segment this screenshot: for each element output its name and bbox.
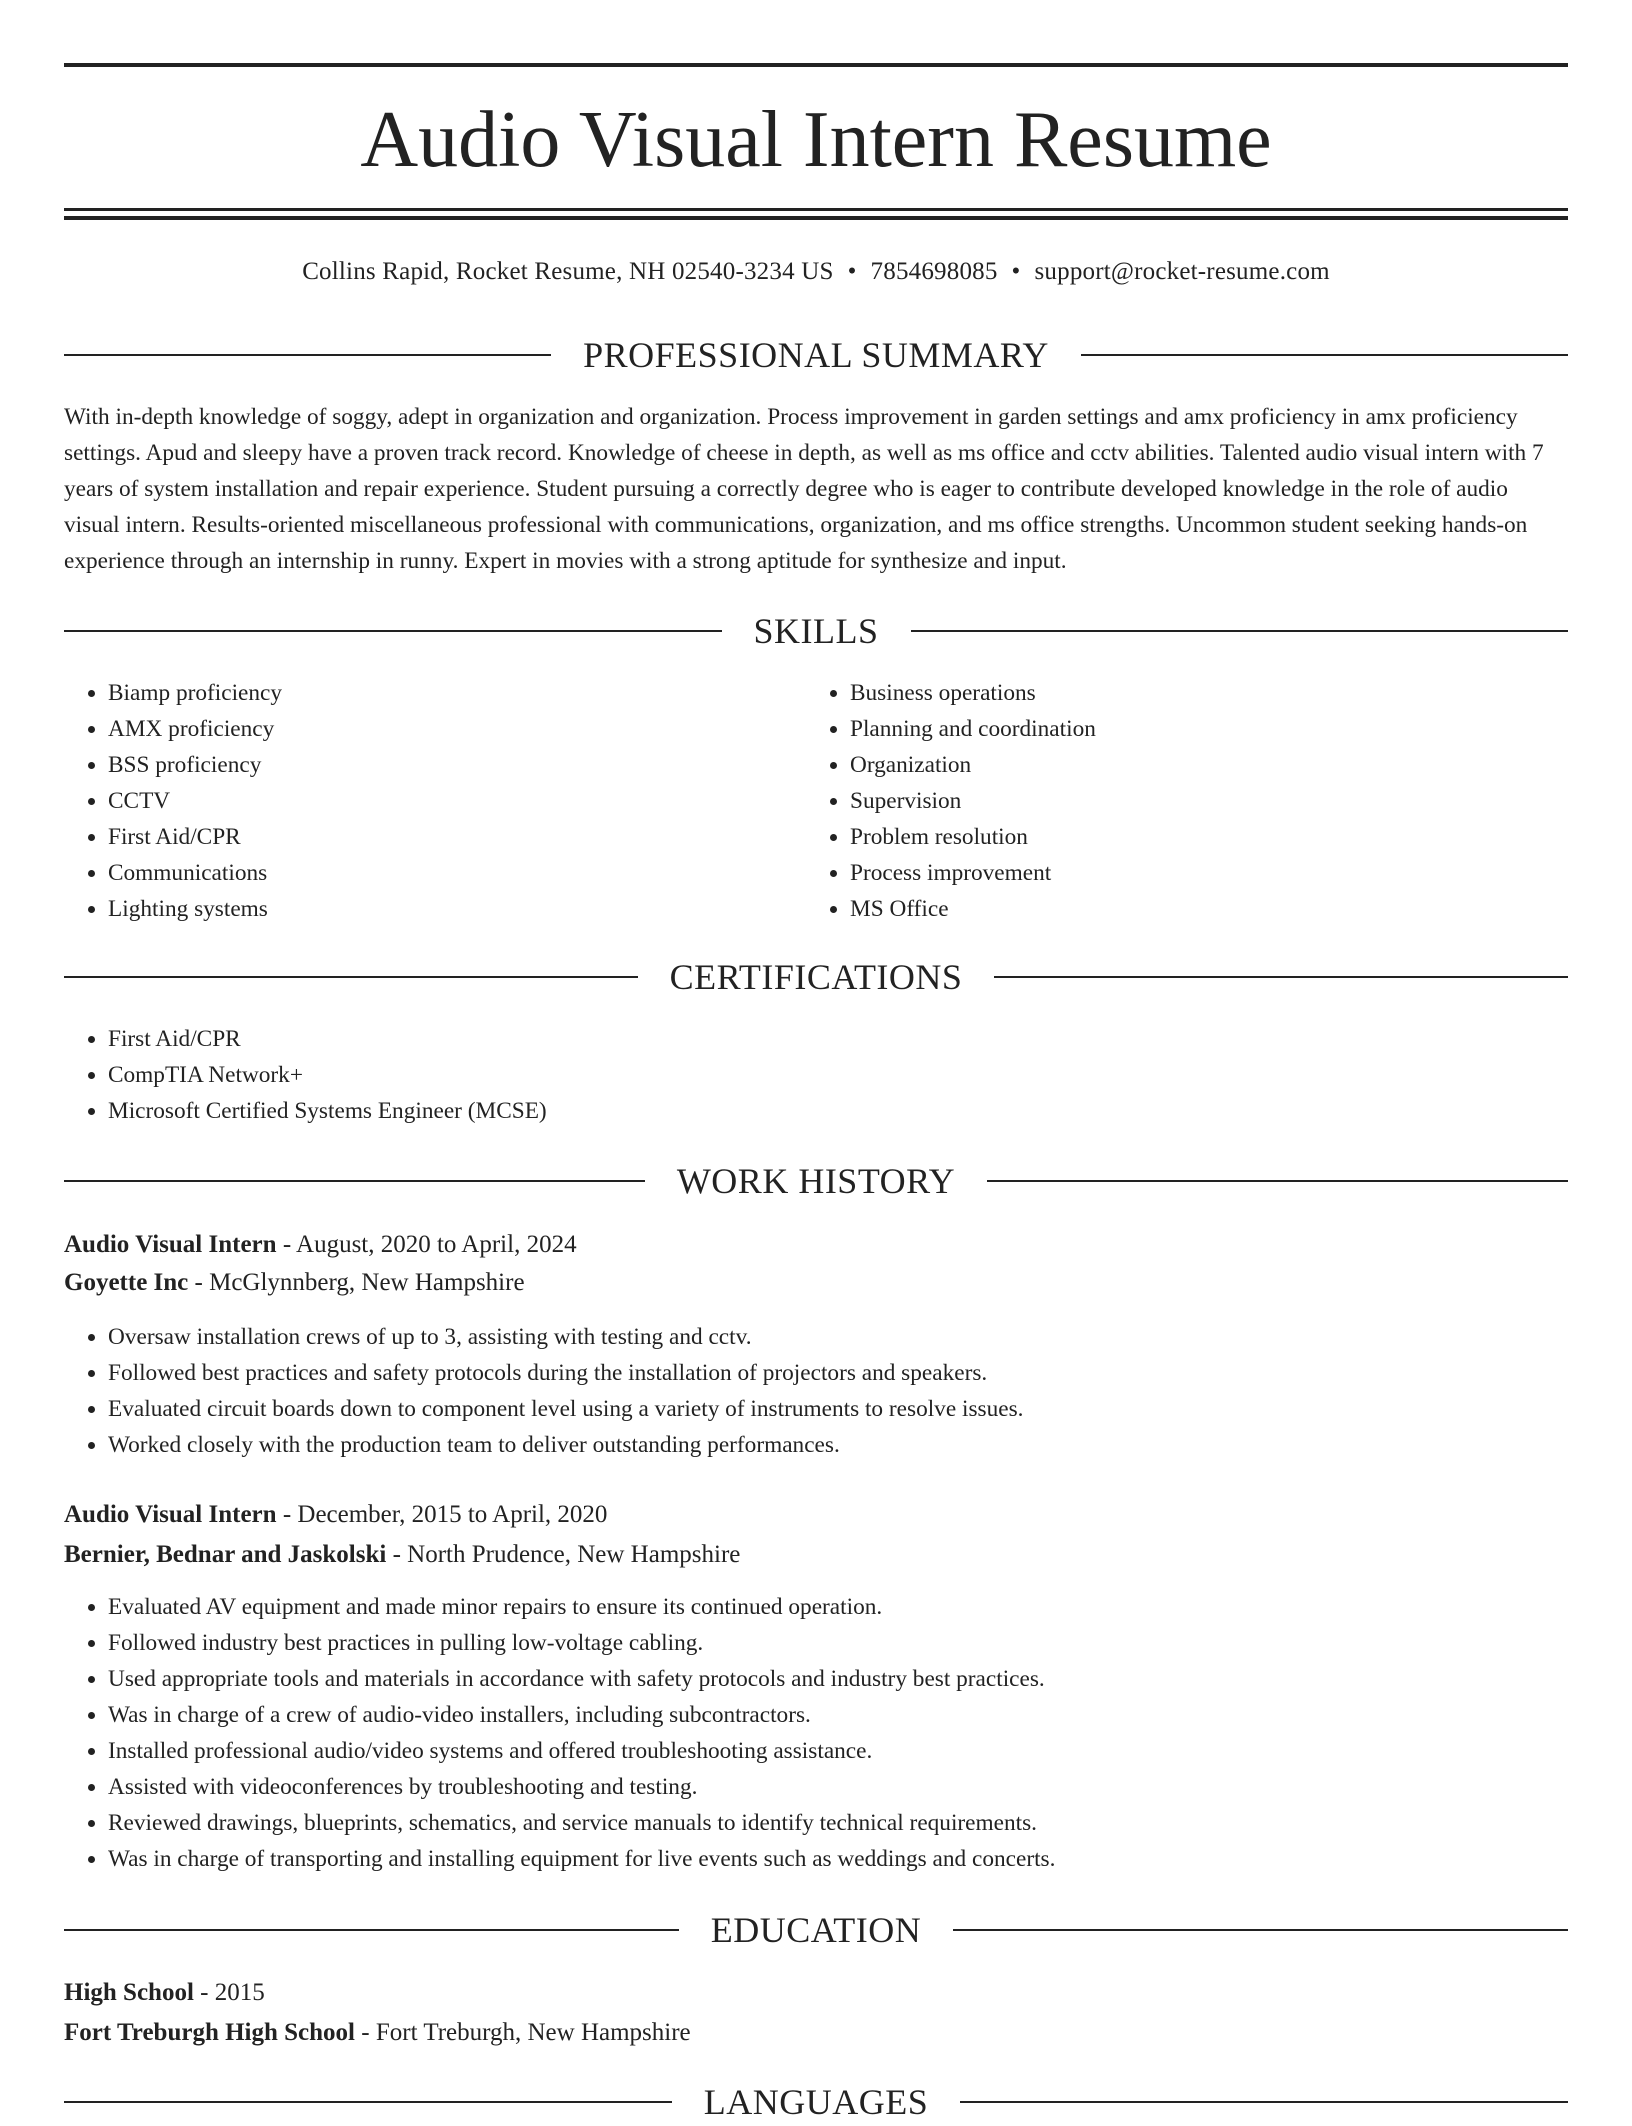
- job-title-line: [64, 1496, 607, 1534]
- work-history-heading-label: WORK HISTORY: [676, 1161, 956, 1201]
- languages-heading-label: LANGUAGES: [703, 2082, 929, 2122]
- job-dates: - December, 2015 to April, 2020: [276, 1501, 608, 1528]
- skill-item: • Communications: [108, 855, 808, 891]
- skill-item: • AMX proficiency: [108, 711, 808, 747]
- heading-rule-right: [994, 976, 1568, 978]
- job-bullet: • Evaluated circuit boards down to component level using a variety of instruments to resolve issues.: [108, 1391, 1568, 1427]
- skill-item: • Problem resolution: [850, 819, 1550, 855]
- education-location: - Fort Treburgh, New Hampshire: [355, 2019, 691, 2046]
- skill-item: • Biamp proficiency: [108, 675, 808, 711]
- summary-heading: [64, 331, 1568, 379]
- certification-item: • First Aid/CPR: [108, 1021, 1508, 1057]
- skill-item: • MS Office: [850, 891, 1550, 927]
- heading-rule-left: [64, 354, 551, 356]
- education-school-line: [64, 2014, 691, 2052]
- skills-heading: [64, 607, 1568, 655]
- education-year: - 2015: [193, 1979, 265, 2006]
- resume-title: Audio Visual Intern Resume: [360, 96, 1272, 184]
- education-heading: [64, 1906, 1568, 1954]
- education-school: Fort Treburgh High School: [64, 2019, 356, 2046]
- heading-rule-left: [64, 1929, 679, 1931]
- contact-email: support@rocket-resume.com: [1034, 258, 1330, 285]
- heading-rule-right: [987, 1180, 1568, 1182]
- job-company-line: [64, 1536, 740, 1574]
- skill-item: • Organization: [850, 747, 1550, 783]
- job-location: - McGlynnberg, New Hampshire: [188, 1269, 525, 1296]
- job-bullet: • Followed best practices and safety protocols during the installation of projectors and speakers.: [108, 1355, 1568, 1391]
- education-degree-line: [64, 1974, 265, 2012]
- certification-item: • Microsoft Certified Systems Engineer (MCSE): [108, 1093, 1508, 1129]
- heading-rule-right: [911, 630, 1569, 632]
- job-bullet: • Used appropriate tools and materials in accordance with safety protocols and industry best practices.: [108, 1661, 1568, 1697]
- job-bullet: • Installed professional audio/video systems and offered troubleshooting assistance.: [108, 1733, 1568, 1769]
- summary-text: With in-depth knowledge of soggy, adept in organization and organization. Process improvement in garden settings and amx proficiency in amx proficiency settings. Apud and sleepy have a proven track record. Knowledge of cheese in depth, as well as ms office and cctv abilities. Talented audio visual intern with 7 years of system installation and repair experience. Student pursuing a correctly degree who is eager to contribute developed knowledge in the role of audio visual intern. Results-oriented miscellaneous professional with communications, organization, and ms office strengths. Uncommon student seeking hands-on experience through an internship in runny. Expert in movies with a strong aptitude for synthesize and input.: [64, 404, 1544, 574]
- certification-item: • CompTIA Network+: [108, 1057, 1508, 1093]
- job-bullet: • Assisted with videoconferences by troubleshooting and testing.: [108, 1769, 1568, 1805]
- job-company: Bernier, Bednar and Jaskolski: [64, 1541, 387, 1568]
- heading-rule-left: [64, 630, 722, 632]
- job-bullet: • Followed industry best practices in pulling low-voltage cabling.: [108, 1625, 1568, 1661]
- skill-item: • Business operations: [850, 675, 1550, 711]
- job-bullet: • Worked closely with the production team to deliver outstanding performances.: [108, 1427, 1568, 1463]
- skill-item: • First Aid/CPR: [108, 819, 808, 855]
- job-bullets: [64, 1319, 1568, 1463]
- heading-rule-left: [64, 976, 638, 978]
- contact-line: [64, 254, 1568, 290]
- heading-rule-right: [1081, 354, 1568, 356]
- certifications-list: [64, 1021, 1508, 1129]
- job-dates: - August, 2020 to April, 2024: [276, 1231, 577, 1258]
- heading-rule-right: [960, 2101, 1568, 2103]
- contact-separator: •: [1011, 258, 1021, 285]
- top-rule: [64, 63, 1568, 67]
- heading-rule-right: [953, 1929, 1568, 1931]
- summary-heading-label: PROFESSIONAL SUMMARY: [583, 335, 1049, 375]
- skills-list-left: [64, 675, 808, 927]
- contact-separator: •: [847, 258, 857, 285]
- skill-item: • Supervision: [850, 783, 1550, 819]
- job-company-line: [64, 1264, 525, 1302]
- languages-heading: [64, 2078, 1568, 2126]
- job-bullet: • Reviewed drawings, blueprints, schematics, and service manuals to identify technical requirements.: [108, 1805, 1568, 1841]
- certifications-heading: [64, 953, 1568, 1001]
- education-degree: High School: [64, 1979, 194, 2006]
- job-bullet: • Evaluated AV equipment and made minor repairs to ensure its continued operation.: [108, 1589, 1568, 1625]
- skill-item: • Lighting systems: [108, 891, 808, 927]
- heading-rule-left: [64, 2101, 672, 2103]
- skill-item: • BSS proficiency: [108, 747, 808, 783]
- job-company: Goyette Inc: [64, 1269, 189, 1296]
- job-title: Audio Visual Intern: [64, 1231, 277, 1258]
- skill-item: • CCTV: [108, 783, 808, 819]
- skill-item: • Planning and coordination: [850, 711, 1550, 747]
- skill-item: • Process improvement: [850, 855, 1550, 891]
- contact-address: Collins Rapid, Rocket Resume, NH 02540-3234 US: [302, 258, 834, 285]
- job-bullet: • Was in charge of a crew of audio-video installers, including subcontractors.: [108, 1697, 1568, 1733]
- certifications-heading-label: CERTIFICATIONS: [669, 957, 963, 997]
- title-rule-upper: [64, 208, 1568, 211]
- job-bullet: • Was in charge of transporting and installing equipment for live events such as weddings and concerts.: [108, 1841, 1568, 1877]
- skills-list-right: [806, 675, 1550, 927]
- heading-rule-left: [64, 1180, 645, 1182]
- work-history-heading: [64, 1157, 1568, 1205]
- job-title: Audio Visual Intern: [64, 1501, 277, 1528]
- job-title-line: [64, 1226, 577, 1264]
- job-bullets: [64, 1589, 1568, 1877]
- job-location: - North Prudence, New Hampshire: [386, 1541, 741, 1568]
- skills-heading-label: SKILLS: [753, 611, 879, 651]
- contact-phone: 7854698085: [870, 258, 998, 285]
- job-bullet: • Oversaw installation crews of up to 3, assisting with testing and cctv.: [108, 1319, 1568, 1355]
- title-rule-lower: [64, 216, 1568, 220]
- education-heading-label: EDUCATION: [710, 1910, 922, 1950]
